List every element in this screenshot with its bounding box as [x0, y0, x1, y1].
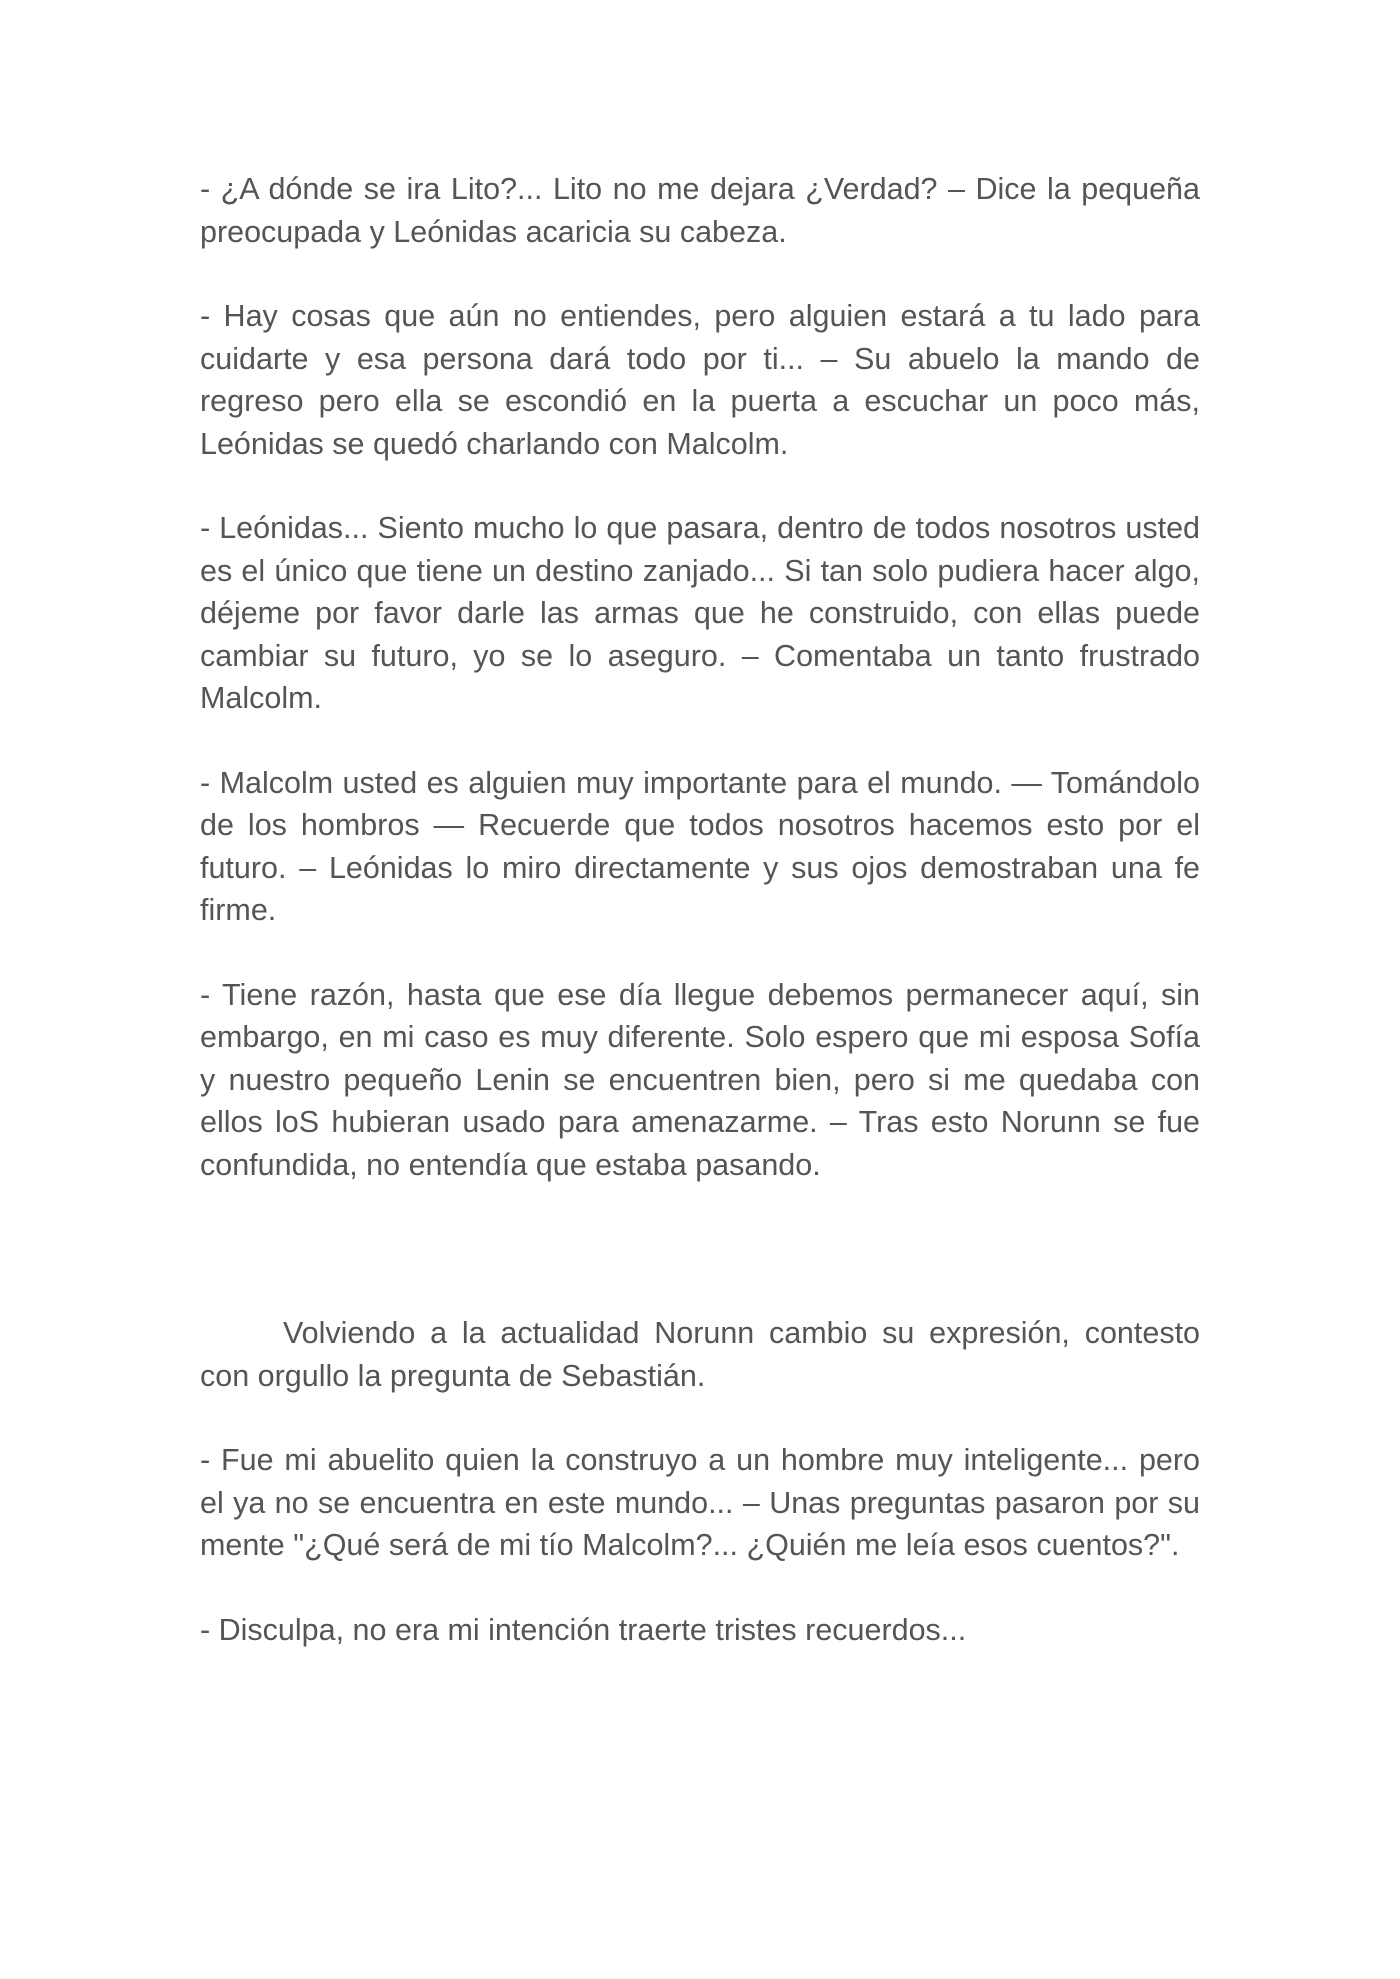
paragraph-4: - Malcolm usted es alguien muy importante para el mundo. — Tomándolo de los hombros — Recuerde que todos nosotros hacemos esto por el futuro. – Leónidas lo miro directamente y sus ojos demostraban una fe firme. [200, 765, 1200, 927]
paragraph-1: - ¿A dónde se ira Lito?... Lito no me dejara ¿Verdad? – Dice la pequeña preocupada y Leónidas acaricia su cabeza. [200, 172, 1200, 249]
paragraph-2: - Hay cosas que aún no entiendes, pero alguien estará a tu lado para cuidarte y esa persona dará todo por ti... – Su abuelo la mando de regreso pero ella se escondió en la puerta a escuchar un poco más, Leónidas se quedó charlando con Malcolm. [200, 299, 1200, 461]
paragraph-5: - Tiene razón, hasta que ese día llegue debemos permanecer aquí, sin embargo, en mi caso es muy diferente. Solo espero que mi esposa Sofía y nuestro pequeño Lenin se encuentren bien, pero si me quedaba con ellos loS hubieran usado para amenazarme. – Tras esto Norunn se fue confundida, no entendía que estaba pasando. [200, 977, 1200, 1182]
paragraph-6: Volviendo a la actualidad Norunn cambio su expresión, contesto con orgullo la pregunta de Sebastián. [200, 1316, 1200, 1393]
paragraph-8: - Disculpa, no era mi intención traerte tristes recuerdos... [200, 1612, 967, 1647]
document-page [200, 168, 1200, 1693]
paragraph-7: - Fue mi abuelito quien la construyo a un hombre muy inteligente... pero el ya no se encuentra en este mundo... – Unas preguntas pasaron por su mente "¿Qué será de mi tío Malcolm?... ¿Quién me leía esos cuentos?". [200, 1443, 1200, 1562]
paragraph-3: - Leónidas... Siento mucho lo que pasara, dentro de todos nosotros usted es el único que tiene un destino zanjado... Si tan solo pudiera hacer algo, déjeme por favor darle las armas que he construido, con ellas puede cambiar su futuro, yo se lo aseguro. – Comentaba un tanto frustrado Malcolm. [200, 511, 1200, 715]
